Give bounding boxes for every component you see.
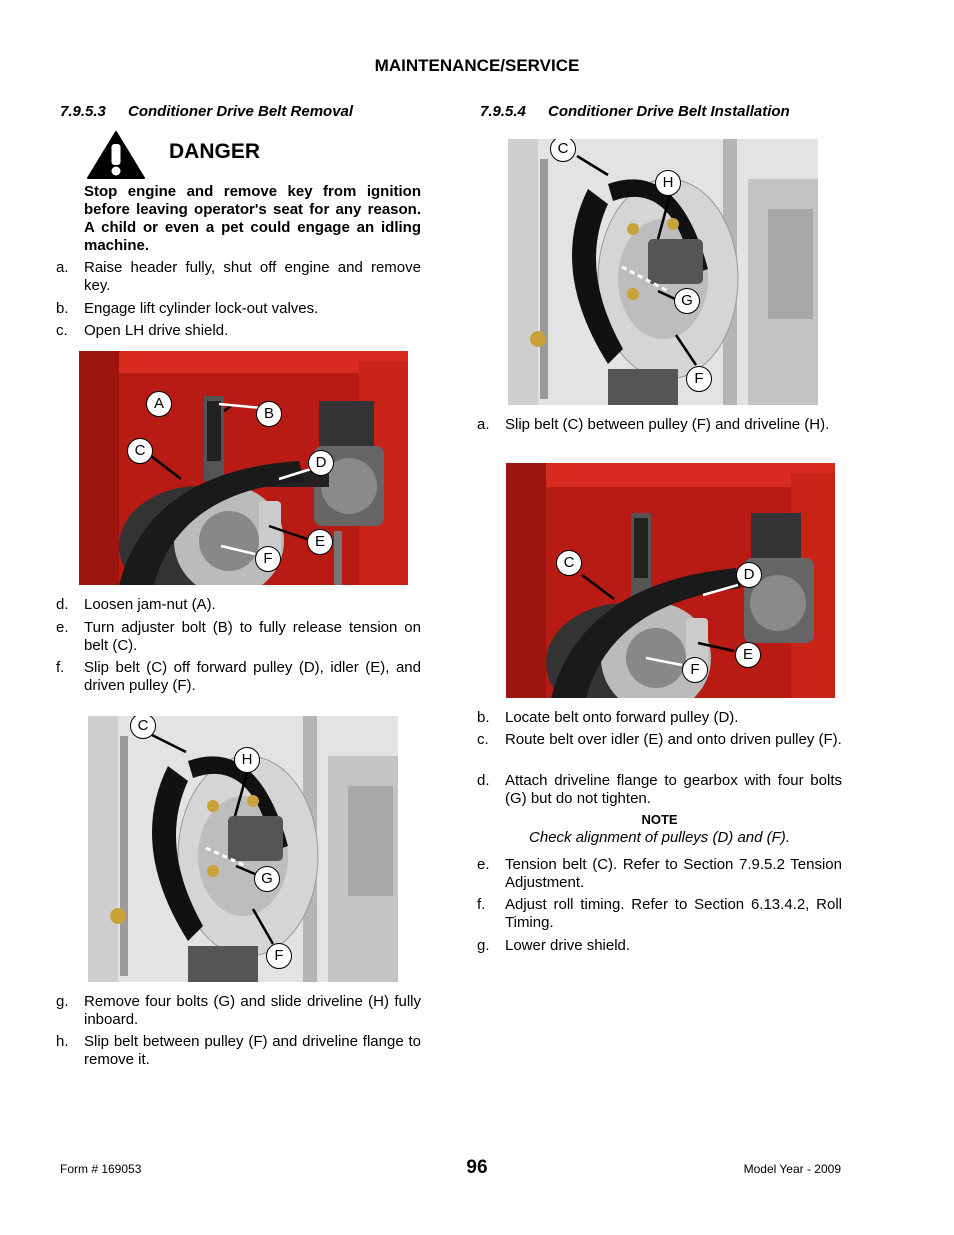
step-letter: a. — [477, 416, 490, 433]
step-text: Slip belt (C) between pulley (F) and driveline (H). — [505, 416, 830, 433]
section-title-text: Conditioner Drive Belt Installation — [548, 103, 790, 120]
step-g — [56, 993, 421, 1029]
step-e — [56, 619, 421, 655]
step-b-install — [477, 709, 842, 727]
step-c-install — [477, 731, 842, 767]
step-text: Loosen jam-nut (A). — [84, 596, 216, 613]
step-letter: g. — [477, 937, 490, 954]
step-d-install — [477, 772, 842, 808]
note-title: NOTE — [641, 812, 678, 827]
callout-b: B — [256, 401, 282, 427]
danger-text: Stop engine and remove key from ignition before leaving operator's seat for any reason. A child or even a pet could engage an idling machine. — [84, 183, 421, 254]
step-letter: e. — [477, 856, 490, 873]
figure-belt-removal-photo — [79, 351, 408, 585]
step-text: Attach driveline flange to gearbox with four bolts (G) but do not tighten. — [505, 772, 842, 807]
step-g-install — [477, 937, 842, 955]
step-letter: f. — [56, 659, 65, 676]
step-letter: a. — [56, 259, 69, 276]
step-e-install — [477, 856, 842, 892]
section-title-installation — [480, 103, 790, 120]
footer-model-year: Model Year - 2009 — [743, 1162, 841, 1176]
callout-f: F — [255, 546, 281, 572]
figure-driveline-render — [88, 716, 398, 982]
figure-driveline-install-render — [508, 139, 818, 405]
step-h — [56, 1033, 421, 1069]
step-f-install — [477, 896, 842, 932]
page-number: 96 — [466, 1157, 488, 1178]
step-letter: e. — [56, 619, 69, 636]
step-letter: b. — [477, 709, 490, 726]
step-f — [56, 659, 421, 695]
footer-form-number: Form # 169053 — [60, 1162, 142, 1176]
step-letter: c. — [477, 731, 489, 748]
step-a — [56, 259, 421, 295]
step-text: Raise header fully, shut off engine and remove key. — [84, 259, 421, 294]
section-number: 7.9.5.3 — [60, 103, 106, 120]
step-b — [56, 300, 421, 318]
note-text: Check alignment of pulleys (D) and (F). — [529, 829, 790, 846]
section-title-removal — [60, 103, 353, 120]
step-text: Open LH drive shield. — [84, 322, 229, 339]
step-letter: b. — [56, 300, 69, 317]
callout-c: C — [556, 550, 582, 576]
step-letter: c. — [56, 322, 68, 339]
callout-f: F — [686, 366, 712, 392]
step-letter: h. — [56, 1033, 69, 1050]
callout-c: C — [130, 716, 156, 739]
step-text: Route belt over idler (E) and onto driven pulley (F). — [505, 731, 842, 748]
callout-f: F — [266, 943, 292, 969]
callout-g: G — [254, 866, 280, 892]
callout-e: E — [735, 642, 761, 668]
warning-triangle-icon — [86, 130, 146, 180]
callout-c: C — [127, 438, 153, 464]
step-a-install — [477, 416, 842, 452]
callout-c: C — [550, 139, 576, 162]
section-title-text: Conditioner Drive Belt Removal — [128, 103, 354, 120]
step-letter: f. — [477, 896, 486, 913]
step-text: Turn adjuster bolt (B) to fully release tension on belt (C). — [84, 619, 421, 654]
callout-d: D — [736, 562, 762, 588]
step-text: Tension belt (C). Refer to Section 7.9.5.2 Tension Adjustment. — [505, 856, 842, 891]
step-text: Slip belt between pulley (F) and driveline flange to remove it. — [84, 1033, 421, 1068]
callout-h: H — [655, 170, 681, 196]
danger-title: DANGER — [169, 140, 261, 163]
page-header: MAINTENANCE/SERVICE — [374, 56, 580, 75]
step-text: Slip belt (C) off forward pulley (D), idler (E), and driven pulley (F). — [84, 659, 421, 694]
callout-f: F — [682, 657, 708, 683]
callout-a: A — [146, 391, 172, 417]
callout-h: H — [234, 747, 260, 773]
step-text: Remove four bolts (G) and slide driveline (H) fully inboard. — [84, 993, 421, 1028]
step-d — [56, 596, 421, 614]
step-letter: d. — [56, 596, 69, 613]
callout-g: G — [674, 288, 700, 314]
step-letter: g. — [56, 993, 69, 1010]
step-text: Lower drive shield. — [505, 937, 631, 954]
figure-belt-install-photo — [506, 463, 835, 698]
callout-e: E — [307, 529, 333, 555]
step-text: Adjust roll timing. Refer to Section 6.13.4.2, Roll Timing. — [505, 896, 842, 931]
callout-d: D — [308, 450, 334, 476]
section-number: 7.9.5.4 — [480, 103, 526, 120]
step-text: Engage lift cylinder lock-out valves. — [84, 300, 319, 317]
step-text: Locate belt onto forward pulley (D). — [505, 709, 739, 726]
step-c — [56, 322, 421, 340]
step-letter: d. — [477, 772, 490, 789]
